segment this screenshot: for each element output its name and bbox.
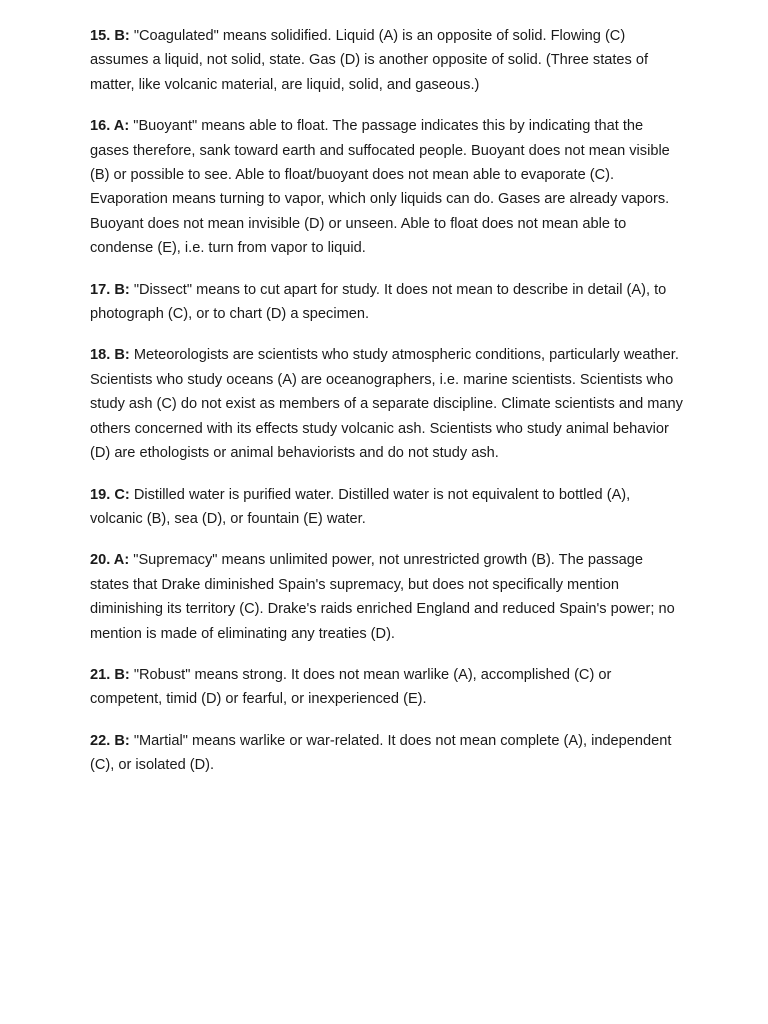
answer-19 [90,483,684,532]
answer-number: 17. B: [90,281,130,298]
answer-number: 16. A: [90,118,130,135]
answer-number: 21. B: [90,666,130,683]
answer-16 [90,114,684,260]
answer-22 [90,729,684,778]
answer-number: 22. B: [90,732,130,749]
answer-text: "Coagulated" means solidified. Liquid (A) is an opposite of solid. Flowing (C) assumes a liquid, not solid, state. Gas (D) is another opposite of solid. (Three states of matter, like volcanic material, are liquid, solid, and gaseous.) [90,28,649,93]
answer-text: "Supremacy" means unlimited power, not unrestricted growth (B). The passage states that Drake diminished Spain's supremacy, but does not specifically mention diminishing its territory (C). Drake's raids enriched England and reduced Spain's power; no mention is made of eliminating any treaties (D). [90,552,675,642]
answer-21 [90,663,684,712]
answer-18 [90,343,684,465]
answer-explanations [90,24,684,795]
answer-number: 18. B: [90,347,130,364]
answer-text: "Robust" means strong. It does not mean warlike (A), accomplished (C) or competent, timid (D) or fearful, or inexperienced (E). [90,666,612,708]
answer-number: 15. B: [90,28,130,44]
answer-number: 20. A: [90,552,130,569]
answer-text: Distilled water is purified water. Distilled water is not equivalent to bottled (A), volcanic (B), sea (D), or fountain (E) water. [90,486,631,527]
answer-text: "Dissect" means to cut apart for study. It does not mean to describe in detail (A), to photograph (C), or to chart (D) a specimen. [90,281,667,323]
answer-17 [90,278,684,327]
answer-text: "Buoyant" means able to float. The passage indicates this by indicating that the gases therefore, sank toward earth and suffocated people. Buoyant does not mean visible (B) or possible to see. Able to float/buoyant does not mean able to evaporate (C). Evaporation means turning to vapor, which only liquids can do. Gases are already vapors. Buoyant does not mean invisible (D) or unseen. Able to float does not mean able to condense (E), i.e. turn from vapor to liquid. [90,118,670,257]
answer-20 [90,548,684,646]
answer-text: Meteorologists are scientists who study atmospheric conditions, particularly weather. Scientists who study oceans (A) are oceanographers, i.e. marine scientists. Scientists who study ash (C) do not exist as members of a separate discipline. Climate scientists and many others concerned with its effects study volcanic ash. Scientists who study animal behavior (D) are ethologists or animal behaviorists and do not study ash. [90,347,683,462]
answer-15 [90,24,684,97]
answer-number: 19. C: [90,486,130,503]
answer-text: "Martial" means warlike or war-related. It does not mean complete (A), independent (C), or isolated (D). [90,732,672,774]
